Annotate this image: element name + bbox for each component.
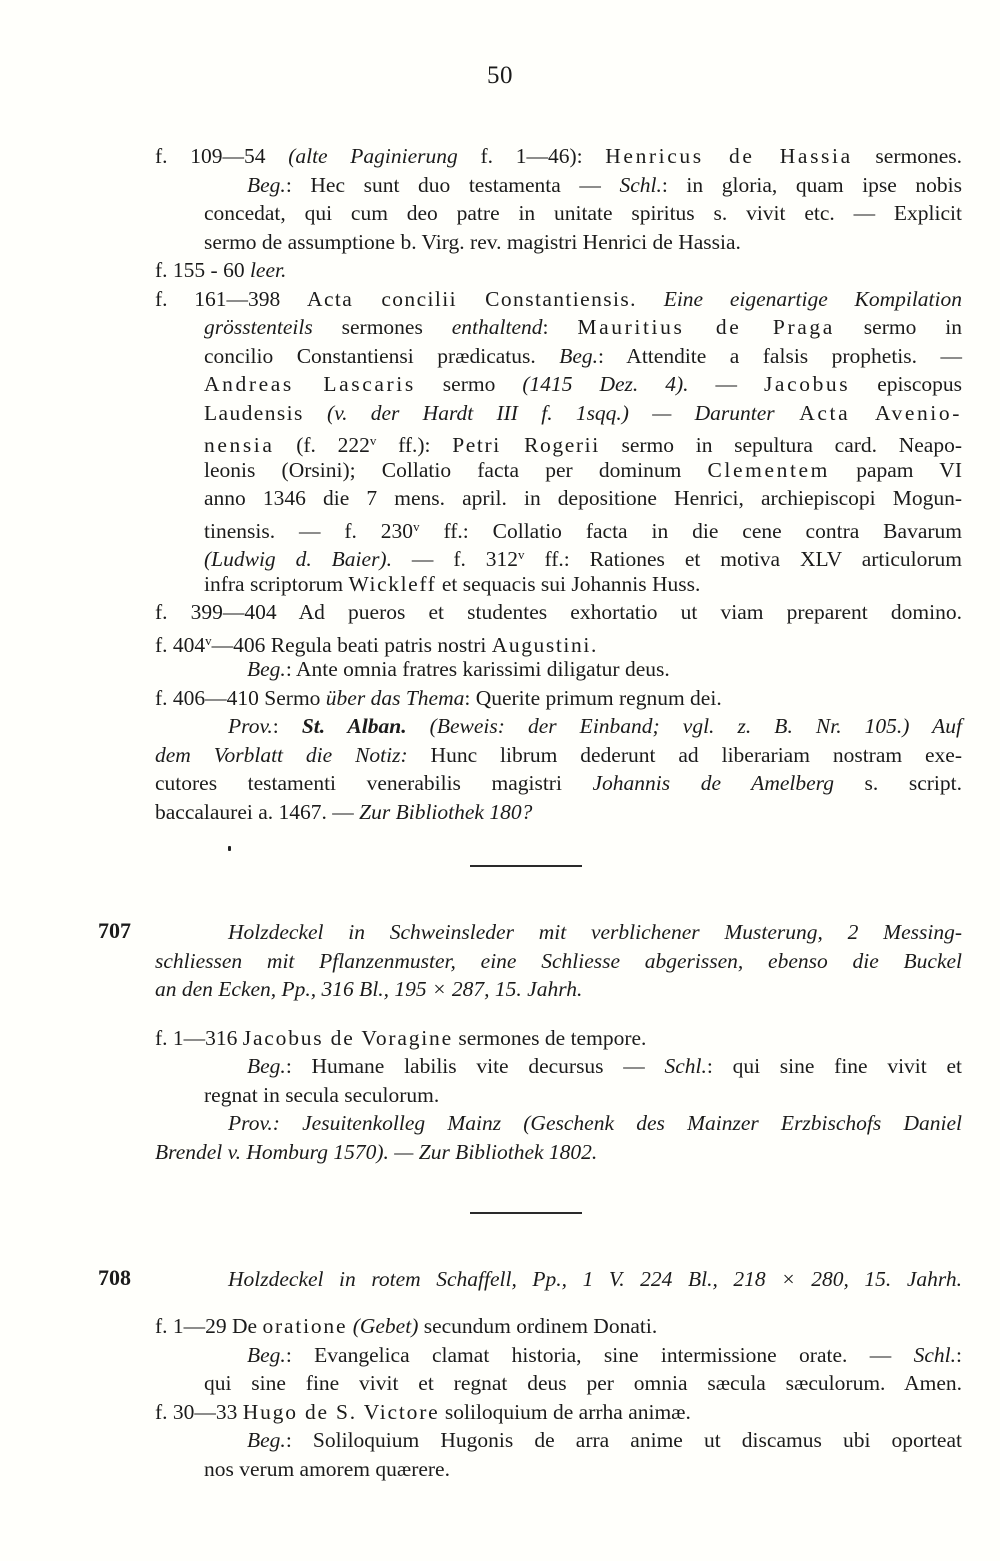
text: : Ante omnia fratres karissimi diligatur deus. — [285, 657, 670, 681]
section-divider — [470, 1212, 582, 1214]
note-italic: (alte Paginierung — [288, 144, 458, 168]
text-line — [155, 684, 722, 712]
text: — f. 312 — [391, 547, 519, 571]
text-line — [155, 1024, 646, 1052]
author-name: Jacobus de Voragine — [242, 1026, 453, 1050]
author-name: Henricus de Hassia — [605, 144, 853, 168]
text: episcopus — [850, 372, 963, 396]
text: concilio Constantiensi prædicatus. — [204, 344, 560, 368]
text-line — [204, 313, 962, 341]
text: sermones. — [852, 144, 962, 168]
text: : — [542, 315, 578, 339]
text-line — [155, 256, 286, 284]
author-name: Clementem — [707, 458, 830, 482]
provenance-line: Brendel v. Homburg 1570). — Zur Bibliothek 1802. — [155, 1140, 598, 1164]
beg-label: Beg. — [247, 1428, 286, 1452]
folio-range: f. 30—33 — [155, 1400, 243, 1424]
text-line — [204, 427, 962, 459]
text-line: regnat in secula seculorum. — [204, 1083, 440, 1107]
author-name: Mauritius de Praga — [577, 315, 835, 339]
note-italic: dem Vorblatt die Notiz: — [155, 743, 408, 767]
text-line — [204, 370, 962, 398]
entry-number: 708 — [98, 1265, 131, 1290]
entry-number: 707 — [98, 918, 131, 943]
binding-description: Holzdeckel in rotem Schaffell, Pp., 1 V. 224 Bl., 218 × 280, 15. Jahrh. — [228, 1267, 962, 1291]
text: Hunc librum dederunt ad liberariam nostram exe- — [407, 743, 963, 767]
text: —406 Regula beati patris nostri — [211, 633, 492, 657]
text-line — [155, 1312, 657, 1340]
text: : Attendite a falsis prophetis. — — [598, 344, 962, 368]
prov-label: Prov. — [228, 714, 273, 738]
note-italic: (Ludwig d. Baier). — [204, 547, 392, 571]
text: leonis (Orsini); Collatio facta per dominum — [204, 458, 708, 482]
author-name: Hugo de S. Victore — [242, 1400, 440, 1424]
beg-label: Beg. — [559, 344, 599, 368]
text-line — [155, 741, 962, 769]
author-name: Petri Rogerii — [452, 433, 600, 457]
person-name: Johannis de Amelberg — [592, 771, 834, 795]
text-line — [155, 798, 532, 826]
text-line — [155, 769, 962, 797]
text: s. script. — [833, 771, 963, 795]
binding-description: an den Ecken, Pp., 316 Bl., 195 × 287, 15. Jahrh. — [155, 977, 583, 1001]
author-name: Augustini — [491, 633, 591, 657]
work-title: nensia — [204, 433, 275, 457]
author-name: Laudensis — [204, 401, 304, 425]
note-italic: leer. — [249, 258, 287, 282]
text: — — [688, 372, 764, 396]
page-number: 50 — [487, 62, 513, 89]
text: tinensis. — f. 230 — [204, 519, 414, 543]
verso-mark: v — [413, 519, 420, 534]
text: : — [956, 1343, 962, 1367]
note-italic: Zur Bibliothek 180? — [359, 800, 533, 824]
note-italic: (v. der Hardt III f. 1sqq.) — Darunter — [303, 401, 775, 425]
text-line — [204, 456, 962, 484]
text: soliloquium de arrha animæ. — [439, 1400, 691, 1424]
author-name: Wickleff — [348, 572, 437, 596]
schl-label: Schl. — [913, 1343, 957, 1367]
verso-mark: v — [369, 433, 377, 448]
text-line — [247, 171, 962, 199]
folio-range: f. 406—410 Sermo — [155, 686, 326, 710]
text-line — [204, 399, 962, 427]
text: : Soliloquium Hugonis de arra anime ut discamus ubi oporteat — [285, 1428, 962, 1452]
text: ff.: Collatio facta in die cene contra Bavarum — [419, 519, 962, 543]
text: sermo in — [834, 315, 962, 339]
folio-range: f. 1—29 De — [155, 1314, 263, 1338]
text: cutores testamenti venerabilis magistri — [155, 771, 593, 795]
note-italic: enthaltend — [451, 315, 543, 339]
text-line — [204, 541, 962, 573]
beg-label: Beg. — [247, 1054, 286, 1078]
folio-range: f. 155 - 60 — [155, 258, 250, 282]
author-name: Jacobus — [763, 372, 851, 396]
folio-range: f. 404 — [155, 633, 206, 657]
text-line — [228, 712, 962, 740]
text-line: qui sine fine vivit et regnat deus per omnia sæcula sæculorum. Amen. — [204, 1371, 962, 1395]
note-italic: grösstenteils — [204, 315, 313, 339]
folio-range: f. 161—398 — [155, 287, 308, 311]
text: : qui sine fine vivit et — [706, 1054, 962, 1078]
text-line — [155, 142, 962, 170]
note-italic: Auf — [909, 714, 962, 738]
text: infra scriptorum — [204, 572, 349, 596]
text-line — [247, 1052, 962, 1080]
text-line — [204, 570, 700, 598]
schl-label: Schl. — [619, 173, 662, 197]
work-title: oratione — [262, 1314, 348, 1338]
text-line — [247, 655, 670, 683]
beg-label: Beg. — [247, 173, 286, 197]
provenance-line: Prov.: Jesuitenkolleg Mainz (Geschenk des Mainzer Erzbischofs Daniel — [228, 1111, 962, 1135]
text-line: nos verum amorem quærere. — [204, 1457, 450, 1481]
text-line — [155, 1398, 691, 1426]
text-line — [155, 285, 962, 313]
text-line — [247, 1341, 962, 1369]
verso-mark: v — [205, 633, 212, 648]
note-italic: (Beweis: der Einband; vgl. z. B. Nr. 105.) — [406, 714, 910, 738]
text: ff.: Rationes et motiva XLV articulorum — [524, 547, 962, 571]
text: papam VI — [830, 458, 962, 482]
text: baccalaurei a. 1467. — — [155, 800, 360, 824]
binding-description: schliessen mit Pflanzenmuster, eine Schliesse abgerissen, ebenso die Buckel — [155, 949, 962, 973]
text: ff.): — [376, 433, 453, 457]
section-divider — [470, 865, 582, 867]
verso-mark: v — [518, 547, 525, 562]
folio-range: f. 1—316 — [155, 1026, 243, 1050]
text: sermo — [415, 372, 523, 396]
text-line: concedat, qui cum deo patre in unitate spiritus s. vivit etc. — Explicit — [204, 201, 962, 225]
folio-range: f. 109—54 — [155, 144, 289, 168]
text: sermones de tempore. — [452, 1026, 647, 1050]
ink-speck — [228, 846, 231, 851]
text: : in gloria, quam ipse nobis — [661, 173, 963, 197]
text: secundum ordinem Donati. — [418, 1314, 658, 1338]
text-line — [204, 342, 962, 370]
text: et sequacis sui Johannis Huss. — [436, 572, 701, 596]
note-italic: Eine eigenartige Kompilation — [636, 287, 962, 311]
work-title: Acta concilii Constantiensis. — [307, 287, 637, 311]
text-line — [247, 1426, 962, 1454]
note-italic: (1415 Dez. 4). — [522, 372, 689, 396]
provenance: St. Alban. — [301, 714, 407, 738]
note-italic: über das Thema — [325, 686, 465, 710]
text-line: sermo de assumptione b. Virg. rev. magistri Henrici de Hassia. — [204, 230, 741, 254]
beg-label: Beg. — [247, 657, 286, 681]
text: sermo in sepultura card. Neapo- — [599, 433, 962, 457]
text: sermones — [312, 315, 452, 339]
note-italic: (Gebet) — [347, 1314, 419, 1338]
text: : Querite primum regnum dei. — [464, 686, 722, 710]
text: : Evangelica clamat historia, sine intermissione orate. — — [285, 1343, 914, 1367]
text: : Humane labilis vite decursus — — [285, 1054, 665, 1078]
text: (f. 222 — [274, 433, 370, 457]
text: : — [272, 714, 302, 738]
work-title: Acta Avenio- — [774, 401, 962, 425]
author-name: Andreas Lascaris — [204, 372, 416, 396]
text-line: anno 1346 die 7 mens. april. in depositione Henrici, archiepiscopi Mogun- — [204, 486, 962, 510]
text: : Hec sunt duo testamenta — — [285, 173, 620, 197]
text: . — [590, 633, 597, 657]
beg-label: Beg. — [247, 1343, 286, 1367]
binding-description: Holzdeckel in Schweinsleder mit verblichener Musterung, 2 Messing- — [228, 920, 962, 944]
text: f. 1—46): — [457, 144, 606, 168]
schl-label: Schl. — [664, 1054, 707, 1078]
text-line: f. 399—404 Ad pueros et studentes exhortatio ut viam preparent domino. — [155, 600, 962, 624]
